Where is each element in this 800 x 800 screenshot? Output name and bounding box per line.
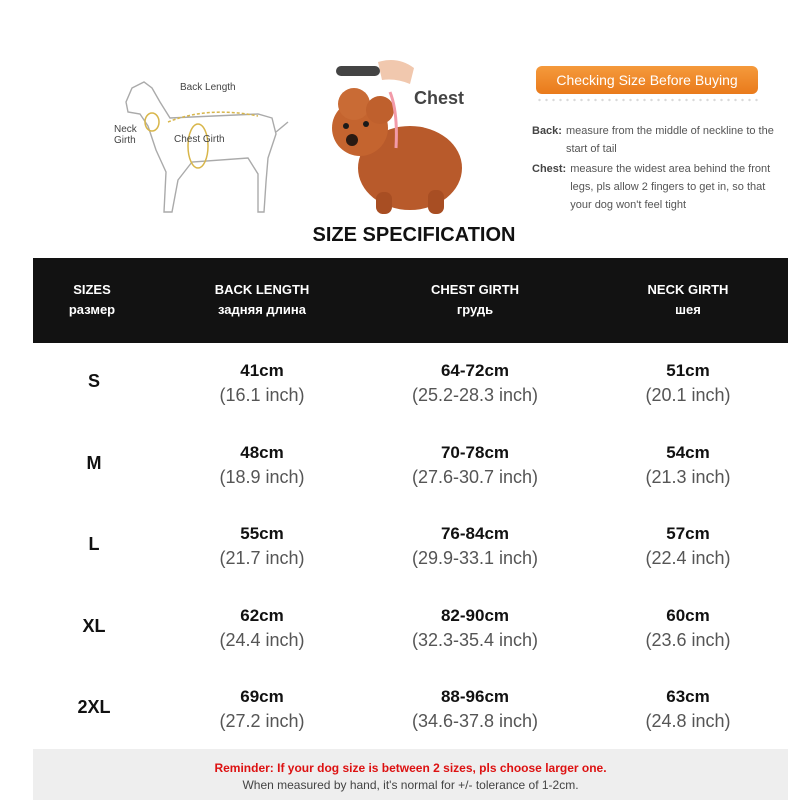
- header-neck-girth-en: NECK GIRTH: [647, 282, 729, 297]
- header-sizes-ru: размер: [68, 302, 116, 317]
- tolerance-text: When measured by hand, it's normal for +/- tolerance of 1-2cm.: [242, 778, 579, 792]
- neck-cm: 54cm: [666, 442, 710, 462]
- back-inch: (21.7 inch): [219, 548, 305, 568]
- size-label: XL: [82, 615, 106, 636]
- header-back-length: [181, 280, 343, 320]
- dog-photo: [318, 52, 518, 222]
- neck-inch: (22.4 inch): [645, 548, 731, 568]
- size-label: S: [87, 371, 100, 391]
- chest-cm: 88-96cm: [440, 687, 510, 706]
- back-length-cell: [181, 441, 343, 489]
- header-chest-girth-en: CHEST GIRTH: [430, 282, 520, 297]
- back-cm: 62cm: [240, 605, 284, 625]
- back-cm: 41cm: [240, 361, 284, 380]
- neck-girth-cell: [617, 441, 759, 489]
- chest-girth-cell: [385, 685, 565, 733]
- header-back-length-en: BACK LENGTH: [214, 282, 310, 297]
- neck-inch: (20.1 inch): [645, 385, 731, 405]
- back-length-cell: [181, 604, 343, 652]
- neck-cm: 57cm: [666, 524, 710, 543]
- back-inch: (18.9 inch): [219, 466, 305, 487]
- chest-girth-cell: [385, 441, 565, 489]
- chest-cm: 76-84cm: [440, 524, 510, 543]
- table-row: [33, 425, 788, 507]
- header-sizes-en: SIZES: [73, 282, 111, 297]
- checking-size-button: Checking Size Before Buying: [536, 66, 758, 94]
- header-chest-girth: [385, 280, 565, 320]
- chest-girth-cell: [385, 604, 565, 652]
- back-length-cell: [181, 685, 343, 733]
- chest-cm: 82-90cm: [440, 605, 510, 625]
- neck-cm: 63cm: [666, 687, 710, 706]
- back-note-text: measure from the middle of neckline to the start of tail: [565, 125, 774, 155]
- back-inch: (27.2 inch): [219, 711, 305, 731]
- table-row: [33, 506, 788, 588]
- measuring-notes: [532, 122, 782, 214]
- neck-girth-cell: [617, 604, 759, 652]
- back-inch: (16.1 inch): [219, 385, 305, 405]
- size-label: 2XL: [77, 697, 111, 717]
- header-neck-girth-ru: шея: [675, 302, 701, 317]
- size-label: L: [88, 534, 100, 554]
- dog-measurement-diagram: [108, 62, 296, 232]
- chest-note-text: measure the widest area behind the front legs, pls allow 2 fingers to get in, so that your dog won't feel tight: [570, 163, 771, 211]
- reminder-footer: [33, 749, 788, 800]
- dotted-divider: [536, 96, 758, 104]
- chest-girth-cell: [385, 522, 565, 570]
- neck-inch: (24.8 inch): [645, 711, 731, 731]
- chest-inch: (34.6-37.8 inch): [411, 711, 539, 731]
- neck-girth-cell: [617, 522, 759, 570]
- table-row: [33, 343, 788, 425]
- chest-cm: 64-72cm: [440, 361, 510, 380]
- chest-girth-cell: [385, 359, 565, 407]
- measurement-guide: [0, 0, 800, 258]
- chest-inch: (27.6-30.7 inch): [411, 466, 539, 487]
- chest-note-key: Chest:: [532, 163, 567, 175]
- size-table-body: [33, 343, 788, 751]
- back-cm: 55cm: [240, 524, 284, 543]
- chest-girth-label: Chest Girth: [174, 134, 225, 145]
- chest-cm: 70-78cm: [440, 442, 510, 462]
- header-sizes: [33, 280, 151, 320]
- neck-cm: 60cm: [666, 605, 710, 625]
- back-inch: (24.4 inch): [219, 629, 305, 650]
- back-note-key: Back:: [532, 125, 562, 137]
- back-length-cell: [181, 359, 343, 407]
- neck-girth-cell: [617, 685, 759, 733]
- neck-cm: 51cm: [666, 361, 710, 380]
- back-cm: 69cm: [240, 687, 284, 706]
- header-neck-girth: [617, 280, 759, 320]
- back-cm: 48cm: [240, 442, 284, 462]
- reminder-text: Reminder: If your dog size is between 2 sizes, pls choose larger one.: [214, 761, 607, 775]
- neck-girth-label: Neck Girth: [114, 124, 137, 146]
- chest-inch: (29.9-33.1 inch): [411, 548, 539, 568]
- chest-photo-label: Chest: [414, 88, 465, 108]
- size-label: M: [86, 452, 102, 473]
- header-chest-girth-ru: грудь: [456, 302, 494, 317]
- neck-inch: (23.6 inch): [645, 629, 731, 650]
- header-back-length-ru: задняя длина: [218, 302, 306, 317]
- chest-inch: (25.2-28.3 inch): [411, 385, 539, 405]
- poodle-image: [318, 52, 518, 222]
- neck-girth-cell: [617, 359, 759, 407]
- table-row: [33, 588, 788, 670]
- chest-inch: (32.3-35.4 inch): [411, 629, 539, 650]
- chest-note: [532, 160, 782, 214]
- back-note: [532, 122, 782, 158]
- table-row: [33, 669, 788, 751]
- page-title: SIZE SPECIFICATION: [312, 224, 516, 246]
- checking-size-banner: [536, 66, 766, 104]
- back-length-cell: [181, 522, 343, 570]
- table-header: [33, 258, 788, 343]
- neck-inch: (21.3 inch): [645, 466, 731, 487]
- back-length-label: Back Length: [180, 82, 236, 93]
